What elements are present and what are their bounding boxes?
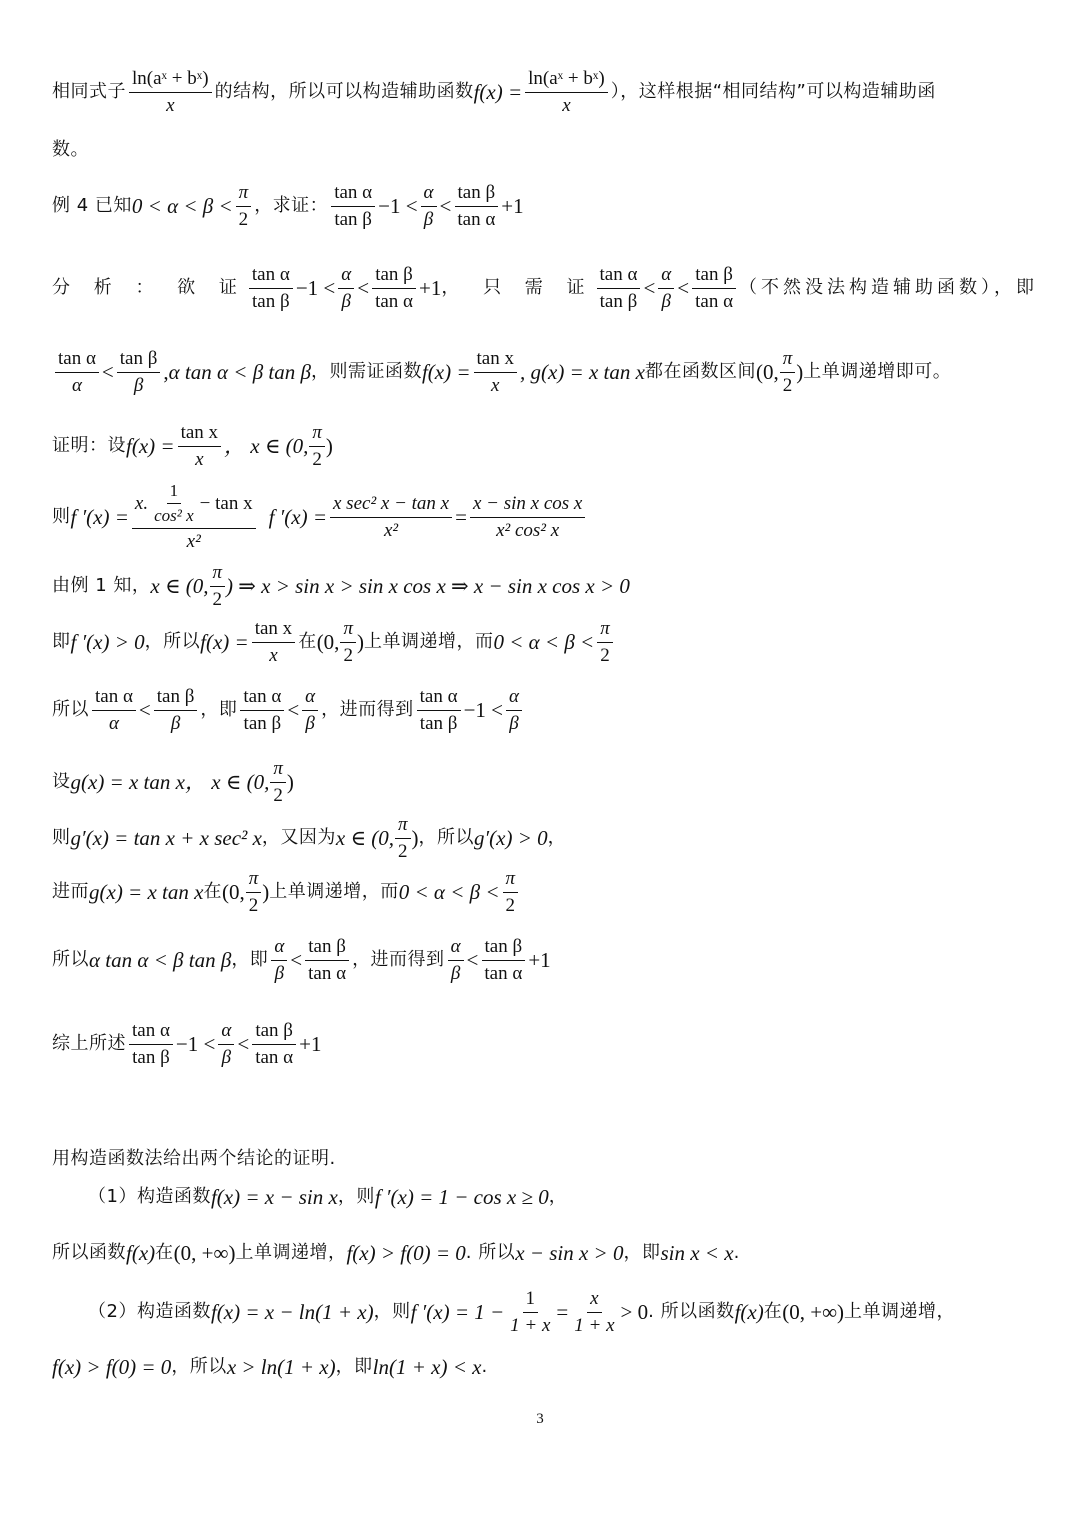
text: . 所以 [465, 1242, 516, 1263]
denominator: β [661, 290, 671, 312]
numerator: tan β [482, 937, 526, 961]
text: ，则 [373, 1301, 411, 1322]
math: f ′(x) = [70, 504, 129, 529]
text: ， [548, 1186, 568, 1207]
math: α tan α < β tan β [168, 359, 311, 384]
math: < [643, 275, 656, 300]
denominator: tan α [375, 290, 413, 312]
text: ，即 [623, 1242, 661, 1263]
compound-fraction [132, 482, 256, 552]
math: f ′(x) > 0 [70, 629, 145, 654]
math: x. [134, 492, 149, 514]
denominator: tan α [255, 1046, 294, 1068]
math: (0, [316, 629, 340, 654]
text: 例 4 已知 [52, 195, 132, 216]
text: ，所以 [144, 631, 201, 652]
text: 由例 1 知， [52, 575, 151, 596]
numerator: ln(aˣ + bˣ) [129, 69, 212, 93]
math: ) [286, 769, 294, 794]
example-4 [52, 176, 1028, 236]
denominator: tan α [457, 208, 496, 230]
denominator: β [341, 290, 351, 312]
numerator: x − sin x cos x [470, 494, 585, 518]
math: ， x ∈ (0, [184, 769, 270, 794]
math: f(x) = x − ln(1 + x) [210, 1299, 374, 1324]
example-1-line [52, 560, 1028, 612]
math: 0 < α < β < [398, 879, 500, 904]
denominator: tan β [243, 712, 282, 734]
denominator: tan β [599, 290, 638, 312]
text: 用构造函数法给出两个结论的证明. [52, 1148, 336, 1169]
math: f(x) = [200, 629, 249, 654]
math: f ′(x) = 1 − cos x ≥ 0 [374, 1184, 549, 1209]
numerator: tan β [154, 687, 198, 711]
numerator: α [338, 265, 354, 289]
math: α tan α < β tan β [89, 947, 232, 972]
math: +1 [501, 193, 524, 218]
denominator: α [71, 374, 82, 396]
pi: π [503, 869, 519, 893]
text: ，则 [337, 1186, 375, 1207]
math: +1 [419, 275, 442, 300]
denominator: tan β [334, 208, 372, 230]
numerator: tan β [692, 265, 736, 289]
text: 都在函数区间 [644, 361, 756, 382]
denominator: β [423, 208, 434, 230]
denominator: x [269, 644, 278, 666]
text: ，所以 [171, 1356, 227, 1377]
text: ，即 [335, 1356, 373, 1377]
numerator: tan α [240, 687, 284, 711]
text: 设 [52, 771, 71, 792]
math: 0 < α < β < [131, 193, 233, 218]
text: ，进而得到 [352, 949, 445, 970]
denominator: x [195, 448, 204, 470]
math: +1 [528, 947, 551, 972]
numerator: x sec² x − tan x [330, 494, 452, 518]
text: ，所以 [418, 827, 475, 848]
math: x − sin x > 0 [515, 1240, 624, 1265]
text: 在 [763, 1301, 783, 1322]
denominator: β [170, 712, 181, 734]
need-prove-line [52, 342, 1028, 402]
text: 所以 [52, 949, 89, 970]
math: f(x) = x − sin x [210, 1184, 338, 1209]
text: ，即 [200, 699, 238, 720]
math: f(x) > f(0) = 0 [346, 1240, 466, 1265]
two: 2 [398, 840, 408, 862]
text: 综上所述 [52, 1033, 126, 1054]
denominator: tan β [419, 712, 458, 734]
math: < [677, 275, 690, 300]
math: x > ln(1 + x) [226, 1354, 336, 1379]
text: （2）构造函数 [88, 1301, 211, 1322]
math: +1 [299, 1031, 322, 1056]
math: f(x) [126, 1240, 156, 1265]
numerator: tan β [305, 937, 349, 961]
text: （不然没法构造辅助函数），即 [739, 277, 1039, 298]
math: − tan x [199, 492, 253, 514]
denominator: α [108, 712, 119, 734]
pi: π [210, 563, 226, 587]
denominator: x² cos² x [496, 519, 560, 541]
text: ，又因为 [261, 827, 336, 848]
denominator: β [450, 962, 461, 984]
numerator: α [506, 687, 522, 711]
math: = [455, 504, 467, 529]
text: 则 [52, 827, 71, 848]
text: 进而 [52, 881, 89, 902]
text: ，求证： [254, 195, 329, 216]
math: −1 < [378, 193, 418, 218]
math: ) [796, 359, 804, 384]
math: < [101, 359, 114, 384]
math: , [163, 359, 169, 384]
numerator: tan β [372, 265, 416, 289]
denominator: β [221, 1046, 232, 1068]
math: −1 < [463, 697, 504, 722]
define-g-line [52, 756, 1028, 808]
math: 0 < α < β < [493, 629, 595, 654]
text: ，进而得到 [321, 699, 414, 720]
text: . 所以函数 [648, 1301, 735, 1322]
numerator: tan x [178, 423, 221, 447]
text: ， 只 需 证 [441, 277, 594, 298]
text: 在 [298, 631, 317, 652]
text: . [481, 1356, 488, 1377]
math: < [290, 947, 303, 972]
two: 2 [212, 588, 223, 610]
text: ，即 [231, 949, 269, 970]
math: ) [411, 825, 419, 850]
text: 上单调递增即可。 [803, 361, 952, 382]
text: . [733, 1242, 740, 1263]
so-line-2 [52, 930, 1028, 990]
numerator: tan β [455, 183, 499, 207]
pi: π [597, 619, 613, 643]
math: < [466, 947, 479, 972]
text: 证明：设 [52, 435, 126, 456]
denominator: cos² x [154, 506, 194, 526]
two: 2 [600, 644, 610, 666]
math: < [138, 697, 151, 722]
fraction-ln [129, 69, 212, 116]
numerator: tan x [474, 349, 517, 373]
numerator: α [302, 687, 318, 711]
math: g(x) = x tan x [89, 879, 204, 904]
text: 即 [52, 631, 71, 652]
two: 2 [782, 374, 793, 396]
math: x ∈ (0, [335, 825, 395, 850]
math: f(x) > f(0) = 0 [52, 1354, 172, 1379]
text: 分 析 ： 欲 证 [52, 277, 246, 298]
two: 2 [505, 894, 516, 916]
denominator: tan β [252, 290, 290, 312]
math: g′(x) > 0 [474, 825, 548, 850]
math: g(x) = x tan x [70, 769, 185, 794]
paragraph-intro [52, 1146, 1028, 1172]
math: (0, [755, 359, 779, 384]
two: 2 [273, 784, 283, 806]
math: ) [325, 433, 333, 458]
denominator: β [133, 374, 144, 396]
g-derivative-line [52, 812, 1028, 864]
so-line-1 [52, 680, 1028, 740]
two: 2 [343, 644, 353, 666]
fraction-ln-2 [525, 69, 608, 116]
pi: π [340, 619, 356, 643]
numerator: α [421, 183, 437, 207]
pi: π [395, 815, 411, 839]
math: f ′(x) = [268, 504, 327, 529]
text: 上单调递增，而 [269, 881, 399, 902]
math: g′(x) = tan x + x sec² x [70, 825, 262, 850]
numerator: tan x [252, 619, 295, 643]
math: ) ⇒ x > sin x > sin x cos x ⇒ x − sin x cos x > 0 [226, 573, 630, 598]
text: 的结构，所以可以构造辅助函数 [214, 81, 474, 102]
math: f(x) = [126, 433, 175, 458]
paragraph-2 [88, 1284, 1028, 1340]
math: < [287, 697, 300, 722]
math: ， x ∈ (0, [224, 433, 309, 458]
text: ，则需证函数 [310, 361, 422, 382]
denominator: x² [383, 519, 399, 541]
two: 2 [238, 208, 249, 230]
numerator: tan β [252, 1021, 296, 1045]
denominator: tan α [695, 290, 734, 312]
denominator: x [491, 374, 500, 396]
pi: π [780, 349, 796, 373]
summary-line [52, 1014, 1028, 1074]
denominator: β [274, 962, 285, 984]
paragraph-1-cont [52, 1238, 1028, 1268]
math: > 0 [620, 1299, 649, 1324]
numerator: α [658, 265, 674, 289]
math: −1 < [175, 1031, 216, 1056]
denominator: 1 + x [510, 1314, 551, 1336]
text: 数。 [52, 139, 89, 160]
pi: π [246, 869, 262, 893]
numerator: tan α [249, 265, 293, 289]
denominator: β [305, 712, 315, 734]
g-increasing-line [52, 866, 1028, 918]
derivative-line [52, 478, 1028, 556]
math: f ′(x) = 1 − [410, 1299, 505, 1324]
math: = [556, 1299, 569, 1324]
increasing-line [52, 614, 1028, 670]
denominator: tan β [132, 1046, 170, 1068]
numerator: tan α [331, 183, 375, 207]
text: 相同式子 [52, 81, 126, 102]
math: f(x) [734, 1299, 764, 1324]
math: < [439, 193, 452, 218]
denominator: β [509, 712, 519, 734]
numerator: 1 [167, 482, 182, 504]
math: f(x) = [473, 79, 523, 104]
pi: π [270, 759, 286, 783]
math: (0, +∞) [173, 1240, 236, 1265]
paragraph-2-cont [52, 1352, 1028, 1382]
pi: π [236, 183, 252, 207]
denominator: x² [186, 530, 201, 552]
math: ln(1 + x) < x [372, 1354, 482, 1379]
text: ），这样根据“相同结构”可以构造辅助函 [610, 81, 936, 102]
math: −1 < [295, 275, 336, 300]
math: ) [262, 879, 270, 904]
numerator: tan α [129, 1021, 173, 1045]
numerator: α [448, 937, 464, 961]
math: sin x < x [660, 1240, 734, 1265]
text-line-2 [52, 138, 1028, 162]
text: 上单调递增， [844, 1301, 956, 1322]
numerator: tan α [55, 349, 99, 373]
numerator: α [271, 937, 287, 961]
numerator: tan α [417, 687, 461, 711]
paragraph-1 [88, 1182, 1028, 1212]
text: ， [547, 827, 567, 848]
numerator: α [218, 1021, 234, 1045]
pi: π [309, 423, 325, 447]
numerator: tan α [597, 265, 641, 289]
denominator: tan α [484, 962, 523, 984]
numerator: ln(aˣ + bˣ) [525, 69, 608, 93]
numerator: tan α [92, 687, 136, 711]
math: f(x) = [421, 359, 471, 384]
page-number: 3 [536, 1411, 544, 1427]
math: ) [356, 629, 364, 654]
text: （1）构造函数 [88, 1186, 211, 1207]
analysis-line [52, 258, 1039, 318]
math: < [357, 275, 370, 300]
text: 则 [52, 506, 71, 527]
two: 2 [312, 448, 322, 470]
denominator: 1 + x [574, 1314, 615, 1336]
text: 所以函数 [52, 1242, 126, 1263]
proof-start [52, 418, 1028, 474]
text-line-1 [52, 62, 1028, 122]
text: 所以 [52, 699, 89, 720]
numerator: tan β [117, 349, 161, 373]
denominator: tan α [308, 962, 347, 984]
two: 2 [248, 894, 259, 916]
text: 在 [203, 881, 222, 902]
text: 上单调递增，而 [363, 631, 494, 652]
denominator: x [562, 94, 571, 116]
math: < [237, 1031, 250, 1056]
math: , g(x) = x tan x [520, 359, 645, 384]
numerator: x [587, 1289, 601, 1313]
denominator: x [166, 94, 175, 116]
text: 上单调递增， [235, 1242, 347, 1263]
math: x ∈ (0, [150, 573, 209, 598]
text: 在 [155, 1242, 174, 1263]
numerator: 1 [523, 1289, 539, 1313]
math: (0, +∞) [782, 1299, 845, 1324]
math: (0, [221, 879, 245, 904]
